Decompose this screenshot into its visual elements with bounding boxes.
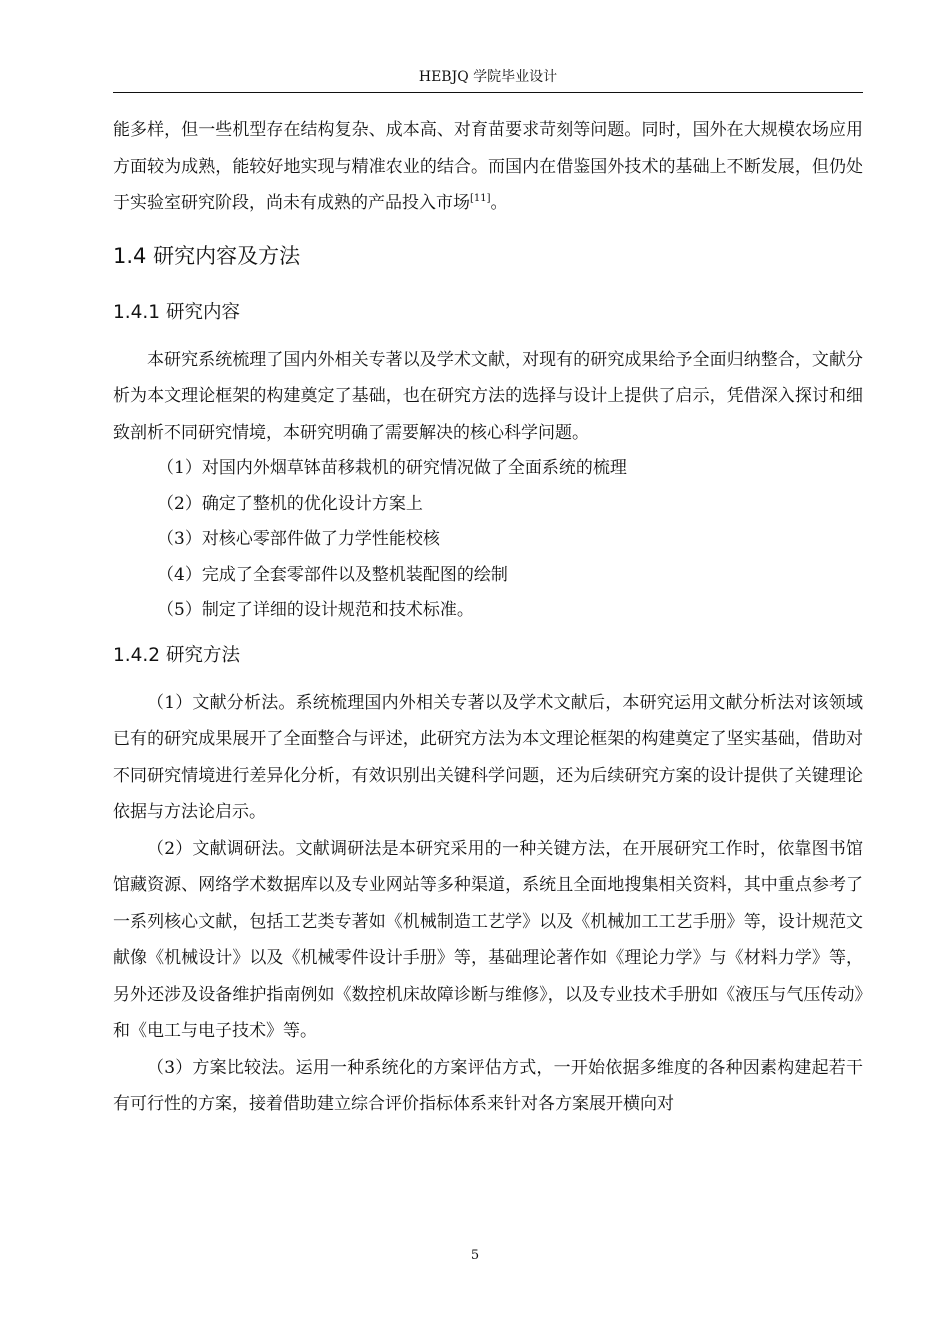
section-heading-1-4-1: 1.4.1 研究内容	[113, 301, 240, 323]
section-heading-1-4-2: 1.4.2 研究方法	[113, 644, 240, 666]
page-content	[113, 112, 863, 1123]
method-paragraph: （2）文献调研法。文献调研法是本研究采用的一种关键方法，在开展研究工作时，依靠图书馆馆藏资源、网络学术数据库以及专业网站等多种渠道，系统且全面地搜集相关资料，其中重点参考了一系列核心文献，包括工艺类专著如《机械制造工艺学》以及《机械加工工艺手册》等，设计规范文献像《机械设计》以及《机械零件设计手册》等，基础理论著作如《理论力学》与《材料力学》等，另外还涉及设备维护指南例如《数控机床故障诊断与维修》，以及专业技术手册如《液压与气压传动》和《电工与电子技术》等。	[113, 838, 863, 1041]
header-rule	[113, 92, 863, 93]
list-item: （3）对核心零部件做了力学性能校核	[157, 529, 440, 549]
research-content-paragraph: 本研究系统梳理了国内外相关专著以及学术文献，对现有的研究成果给予全面归纳整合，文献分析为本文理论框架的构建奠定了基础，也在研究方法的选择与设计上提供了启示，凭借深入探讨和细致剖析不同研究情境，本研究明确了需要解决的核心科学问题。	[113, 349, 863, 443]
intro-text: 能多样，但一些机型存在结构复杂、成本高、对育苗要求苛刻等问题。同时，国外在大规模农场应用方面较为成熟，能较好地实现与精准农业的结合。而国内在借鉴国外技术的基础上不断发展，但仍处于实验室研究阶段，尚未有成熟的产品投入市场	[113, 120, 863, 213]
list-item: （1）对国内外烟草钵苗移栽机的研究情况做了全面系统的梳理	[157, 458, 627, 478]
list-item: （4）完成了全套零部件以及整机装配图的绘制	[157, 564, 508, 585]
section-heading-1-4: 1.4 研究内容及方法	[113, 243, 301, 268]
method-paragraph: （3）方案比较法。运用一种系统化的方案评估方式，一开始依据多维度的各种因素构建起若干有可行性的方案，接着借助建立综合评价指标体系来针对各方案展开横向对	[113, 1057, 863, 1114]
page-number: 5	[470, 1248, 480, 1263]
method-paragraph: （1）文献分析法。系统梳理国内外相关专著以及学术文献后，本研究运用文献分析法对该领域已有的研究成果展开了全面整合与评述，此研究方法为本文理论框架的构建奠定了坚实基础，借助对不同研究情境进行差异化分析，有效识别出关键科学问题，还为后续研究方案的设计提供了关键理论依据与方法论启示。	[113, 692, 863, 822]
page-header: HEBJQ 学院毕业设计	[418, 69, 558, 85]
intro-paragraph	[113, 112, 863, 222]
intro-end: 。	[490, 193, 508, 213]
list-item: （5）制定了详细的设计规范和技术标准。	[157, 600, 474, 620]
citation-11: [11]	[470, 193, 491, 204]
list-item: （2）确定了整机的优化设计方案上	[157, 493, 423, 514]
